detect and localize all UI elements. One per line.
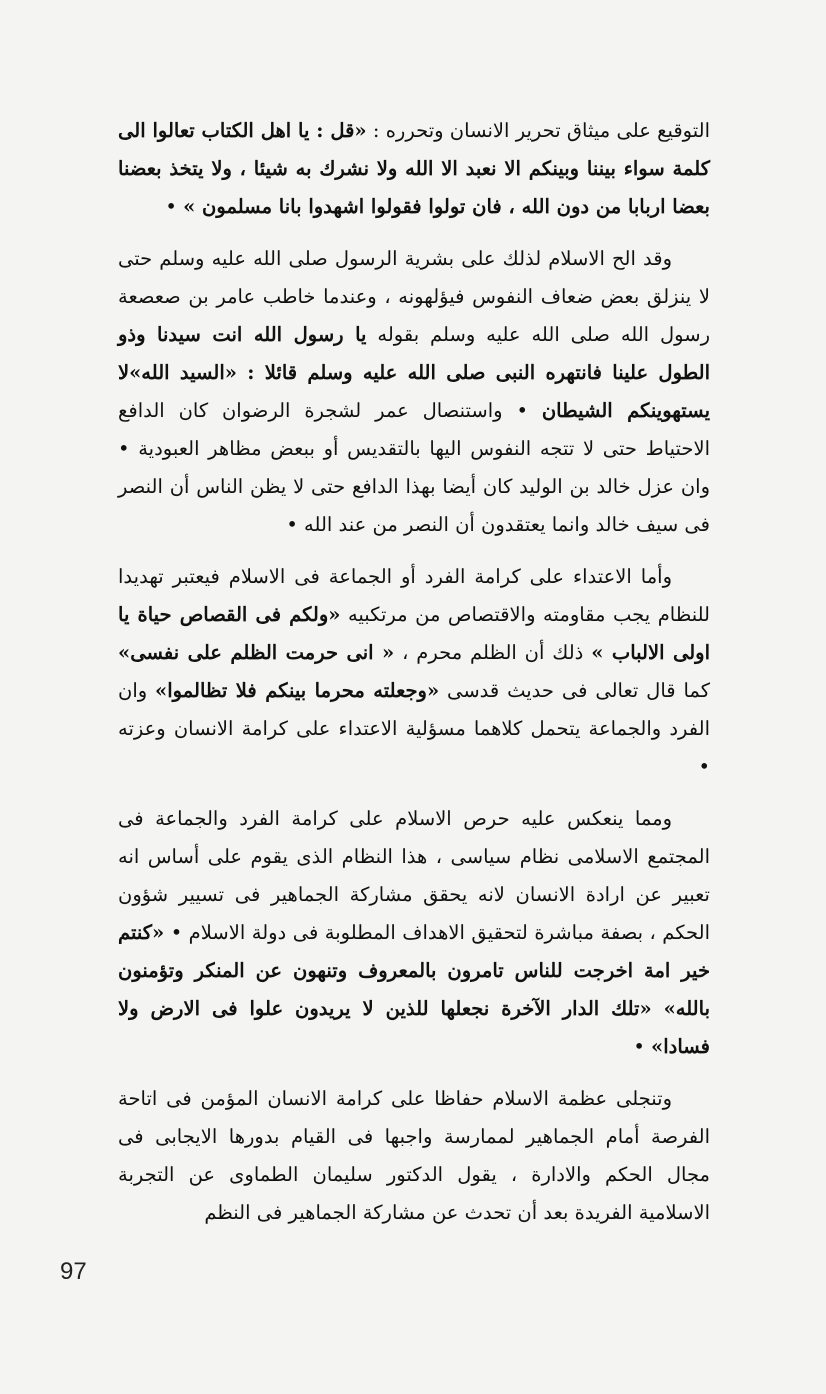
quoted-text: «ولكم فى القصاص حياة يا اولى الالباب » — [118, 603, 710, 664]
paragraph-text: التوقيع على ميثاق تحرير الانسان وتحرره : — [366, 119, 710, 142]
paragraph-text: • واستنصال عمر لشجرة الرضوان كان الدافع الاحتياط حتى لا تتجه النفوس اليها بالتقديس أو ببعض مظاهر العبودية • وان عزل خالد بن الوليد كان أيضا بهذا الدافع حتى لا يظن الناس أن النصر فى سيف خالد وانما يعتقدون أن النصر من عند الله • — [118, 399, 710, 536]
paragraph-text: • — [165, 195, 184, 218]
paragraph-text: • — [633, 1035, 652, 1058]
page-number: 97 — [60, 1258, 87, 1285]
body-text — [118, 112, 710, 1246]
quoted-text: «وجعلته محرما بينكم فلا تظالموا» — [155, 679, 440, 702]
quoted-text: «كنتم خير امة اخرجت للناس تامرون بالمعروف وتنهون عن المنكر وتؤمنون بالله» «تلك الدار الآخرة نجعلها للذين لا يريدون علوا فى الارض ولا فسادا» — [118, 921, 710, 1058]
quoted-text: يا رسول الله انت سيدنا وذو الطول علينا فانتهره النبى صلى الله عليه وسلم قائلا : «السيد الله»لا يستهوينكم الشيطان — [118, 323, 711, 422]
paragraph-text: وان الفرد والجماعة يتحمل كلاهما مسؤلية الاعتداء على كرامة الانسان وعزته • — [118, 679, 710, 778]
paragraph — [118, 1080, 710, 1232]
quoted-text: «قل : يا اهل الكتاب تعالوا الى كلمة سواء بيننا وبينكم الا نعبد الا الله ولا نشرك به شيئا ، ولا يتخذ بعضنا بعضا اربابا من دون الله ، فان تولوا فقولوا اشهدوا بانا مسلمون » — [118, 119, 710, 218]
paragraph-text: وتنجلى عظمة الاسلام حفاظا على كرامة الانسان المؤمن فى اتاحة الفرصة أمام الجماهير لممارسة واجبها فى القيام بدورها الايجابى فى مجال الحكم والادارة ، يقول الدكتور سليمان الطماوى عن التجربة الاسلامية الفريدة بعد أن تحدث عن مشاركة الجماهير فى النظم — [118, 1087, 710, 1224]
paragraph-text: وأما الاعتداء على كرامة الفرد أو الجماعة فى الاسلام فيعتبر تهديدا للنظام يجب مقاومته والاقتصاص من مرتكبيه — [118, 565, 710, 626]
paragraph — [118, 112, 710, 226]
quoted-text: « انى حرمت الظلم على نفسى» — [118, 641, 395, 664]
paragraph-text: كما قال تعالى فى حديث قدسى — [439, 679, 710, 702]
paragraph-text: ذلك أن الظلم محرم ، — [394, 641, 592, 664]
paragraph — [118, 240, 710, 544]
paragraph — [118, 558, 710, 786]
paragraph-text: ومما ينعكس عليه حرص الاسلام على كرامة الفرد والجماعة فى المجتمع الاسلامى نظام سياسى ، هذا النظام الذى يقوم على أساس انه تعبير عن ارادة الانسان لانه يحقق مشاركة الجماهير فى تسيير شؤون الحكم ، بصفة مباشرة لتحقيق الاهداف المطلوبة فى دولة الاسلام • — [118, 807, 710, 944]
paragraph-text: وقد الح الاسلام لذلك على بشرية الرسول صلى الله عليه وسلم حتى لا ينزلق بعض ضعاف النفوس فيؤلهونه ، وعندما خاطب عامر بن صعصعة رسول الله صلى الله عليه وسلم بقوله — [118, 247, 710, 346]
paragraph — [118, 800, 710, 1066]
